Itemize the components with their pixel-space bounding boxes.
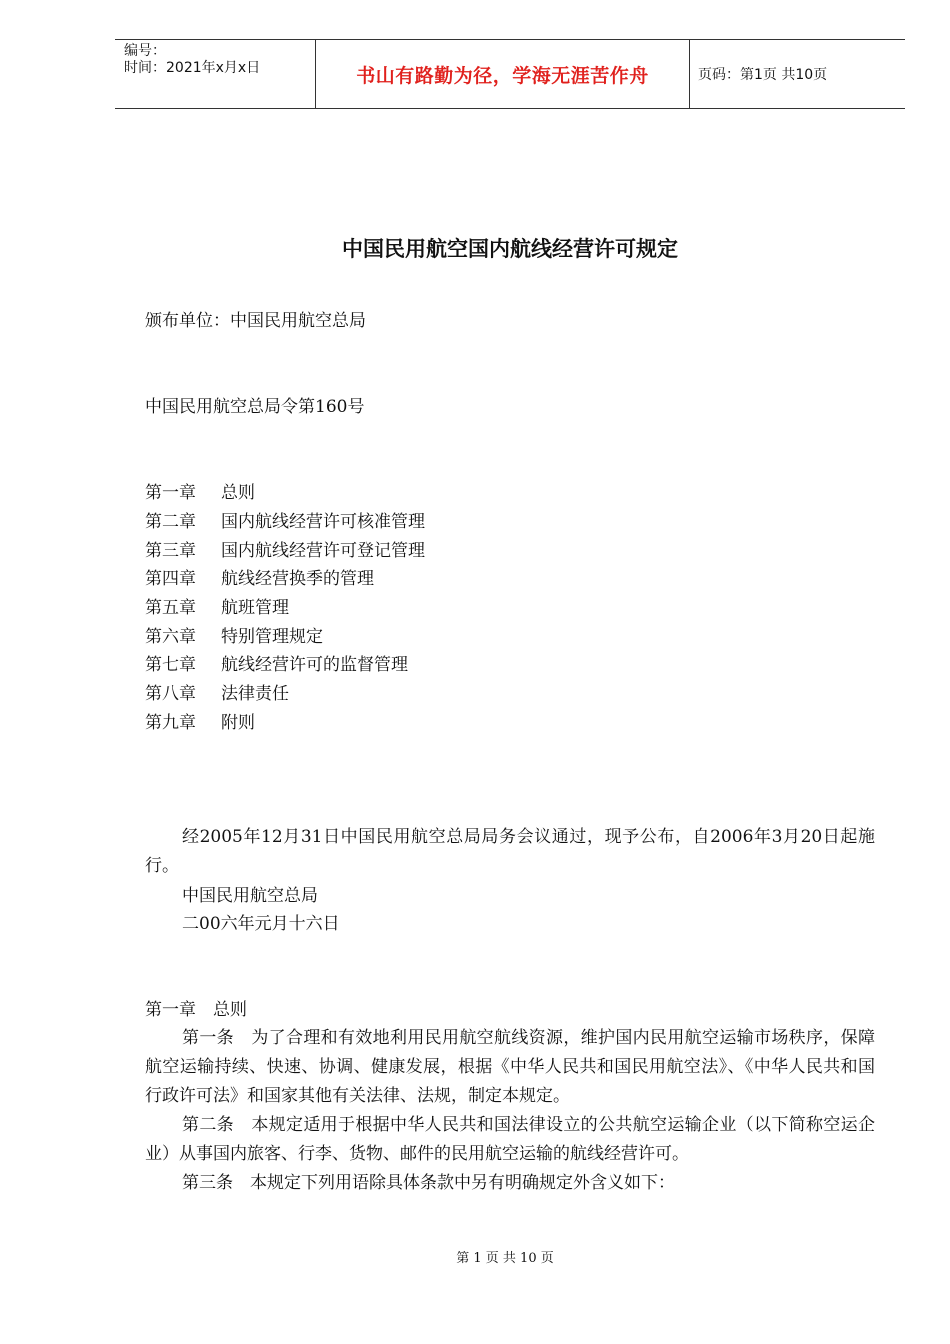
document-title: 中国民用航空国内航线经营许可规定 bbox=[342, 237, 678, 261]
toc-item: 第一章 总则 bbox=[145, 483, 255, 503]
toc-item: 第三章 国内航线经营许可登记管理 bbox=[145, 541, 425, 561]
sign-date: 二00六年元月十六日 bbox=[182, 914, 340, 934]
toc-item: 第六章 特别管理规定 bbox=[145, 627, 323, 647]
issuer-line: 颁布单位：中国民用航空总局 bbox=[145, 311, 366, 331]
header-meta bbox=[115, 40, 316, 108]
toc-item: 第五章 航班管理 bbox=[145, 598, 289, 618]
toc-item: 第九章 附则 bbox=[145, 713, 255, 733]
promulgation-paragraph: 经2005年12月31日中国民用航空总局局务会议通过，现予公布，自2006年3月20日起施行。 bbox=[145, 827, 875, 876]
number-label: 编号： bbox=[124, 43, 166, 59]
chapter-one-heading: 第一章 总则 bbox=[145, 1000, 247, 1020]
header-motto: 书山有路勤为径，学海无涯苦作舟 bbox=[316, 40, 690, 108]
order-number-line: 中国民用航空总局令第160号 bbox=[145, 397, 365, 417]
article-1: 第一条 为了合理和有效地利用民用航空航线资源，维护国内民用航空运输市场秩序，保障航空运输持续、快速、协调、健康发展，根据《中华人民共和国民用航空法》、《中华人民共和国行政许可法》和国家其他有关法律、法规，制定本规定。 bbox=[145, 1028, 875, 1106]
toc-item: 第四章 航线经营换季的管理 bbox=[145, 569, 374, 589]
toc-item: 第二章 国内航线经营许可核准管理 bbox=[145, 512, 425, 532]
page-header bbox=[115, 39, 905, 109]
signatory: 中国民用航空总局 bbox=[182, 886, 318, 906]
page-footer: 第 1 页 共 10 页 bbox=[456, 1251, 554, 1266]
toc-item: 第八章 法律责任 bbox=[145, 684, 289, 704]
article-3: 第三条 本规定下列用语除具体条款中另有明确规定外含义如下： bbox=[182, 1173, 675, 1193]
article-2: 第二条 本规定适用于根据中华人民共和国法律设立的公共航空运输企业（以下简称空运企业）从事国内旅客、行李、货物、邮件的民用航空运输的航线经营许可。 bbox=[145, 1115, 875, 1164]
time-label: 时间：2021年x月x日 bbox=[124, 60, 261, 76]
toc-item: 第七章 航线经营许可的监督管理 bbox=[145, 655, 408, 675]
header-page-info: 页码：第1页 共10页 bbox=[698, 67, 828, 83]
